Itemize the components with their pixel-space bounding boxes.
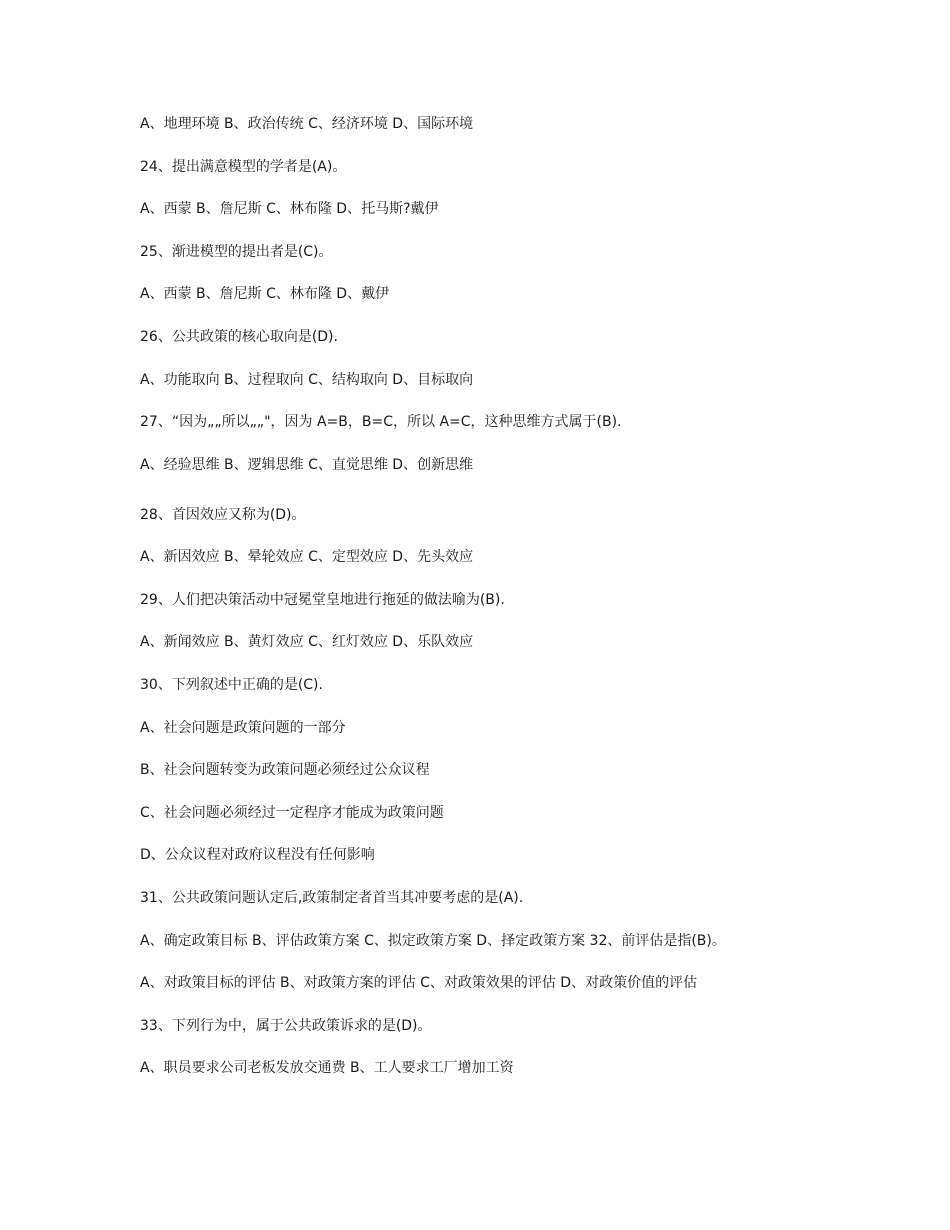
answer-option-30-a: A、社会问题是政策问题的一部分: [140, 720, 346, 736]
answer-options-32: A、对政策目标的评估 B、对政策方案的评估 C、对政策效果的评估 D、对政策价值的评估: [140, 975, 698, 991]
answer-options-29: A、新闻效应 B、黄灯效应 C、红灯效应 D、乐队效应: [140, 634, 474, 650]
answer-options-33: A、职员要求公司老板发放交通费 B、工人要求工厂增加工资: [140, 1060, 514, 1076]
answer-options-26: A、功能取向 B、过程取向 C、结构取向 D、目标取向: [140, 372, 474, 388]
question-31: 31、公共政策问题认定后,政策制定者首当其冲要考虑的是(A).: [140, 890, 524, 906]
question-27: 27、“因为„„所以„„"，因为 A=B，B=C，所以 A=C，这种思维方式属于(B).: [140, 414, 622, 430]
answer-options-25: A、西蒙 B、詹尼斯 C、林布隆 D、戴伊: [140, 286, 390, 302]
answer-option-30-d: D、公众议程对政府议程没有任何影响: [140, 847, 375, 863]
answer-options-27: A、经验思维 B、逻辑思维 C、直觉思维 D、创新思维: [140, 457, 474, 473]
answer-options-24: A、西蒙 B、詹尼斯 C、林布隆 D、托马斯?戴伊: [140, 201, 439, 217]
answer-options-line: A、地理环境 B、政治传统 C、经济环境 D、国际环境: [140, 116, 474, 132]
answer-option-30-b: B、社会问题转变为政策问题必须经过公众议程: [140, 762, 430, 778]
question-30: 30、下列叙述中正确的是(C).: [140, 677, 323, 693]
answer-options-31-and-question-32: A、确定政策目标 B、评估政策方案 C、拟定政策方案 D、择定政策方案 32、前评估是指(B)。: [140, 933, 726, 949]
answer-option-30-c: C、社会问题必须经过一定程序才能成为政策问题: [140, 805, 444, 821]
question-24: 24、提出满意模型的学者是(A)。: [140, 159, 347, 175]
question-33: 33、下列行为中，属于公共政策诉求的是(D)。: [140, 1018, 432, 1034]
answer-options-28: A、新因效应 B、晕轮效应 C、定型效应 D、先头效应: [140, 549, 474, 565]
question-25: 25、渐进模型的提出者是(C)。: [140, 244, 333, 260]
question-28: 28、首因效应又称为(D)。: [140, 507, 306, 523]
question-29: 29、人们把决策活动中冠冕堂皇地进行拖延的做法喻为(B).: [140, 592, 505, 608]
question-26: 26、公共政策的核心取向是(D).: [140, 329, 338, 345]
